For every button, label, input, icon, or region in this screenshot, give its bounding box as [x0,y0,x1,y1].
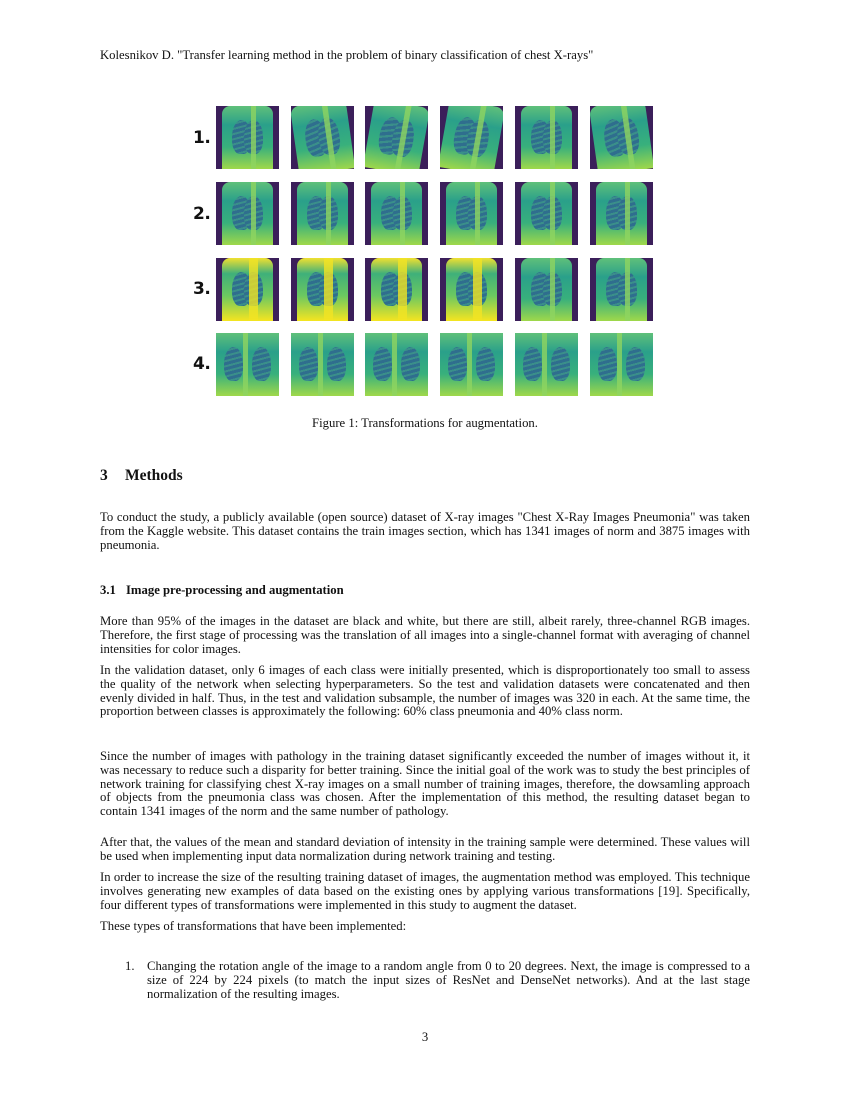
row-label-4: 4. [193,354,211,374]
paragraph: These types of transformations that have been implemented: [100,919,407,933]
paragraph: After that, the values of the mean and standard deviation of intensity in the training sample were determined. These values will be used when implementing input data normalization during network training and testing. [100,835,750,863]
xray-image-tile [365,258,428,321]
xray-image-tile [515,106,578,169]
xray-image-tile [515,333,578,396]
xray-image-tile [216,258,279,321]
transformations-list [125,960,750,1001]
figure-caption: Figure 1: Transformations for augmentation. [312,416,538,430]
xray-image-tile [291,106,354,169]
list-item-text: Changing the rotation angle of the image to a random angle from 0 to 20 degrees. Next, the image is compressed to a size of 224 by 224 pixels (to match the input sizes of ResNet and DenseNet networks). And at the last stage normalization of the resulting images. [147,959,750,1001]
xray-image-tile [590,182,653,245]
xray-image-tile [365,106,428,169]
xray-image-tile [440,182,503,245]
list-marker: 1. [125,959,135,973]
section-title: Methods [125,467,183,484]
xray-image-tile [291,182,354,245]
row-label-3: 3. [193,279,211,299]
section-number: 3 [100,467,108,484]
xray-image-tile [515,258,578,321]
subsection-title: Image pre-processing and augmentation [126,583,344,597]
paragraph: In the validation dataset, only 6 images of each class were initially presented, which is disproportionately too small to assess the quality of the network when selecting hyperparameters. So the test and validation datasets were concatenated and then evenly divided in half. Thus, in the test and validation subsample, the number of images was 320 in each. At the same time, the proportion between classes is approximately the following: 60% class pneumonia and 40% class norm. [100,663,750,719]
list-item [125,960,750,1001]
subsection-heading [100,583,344,598]
xray-image-tile [590,258,653,321]
intro-paragraph: To conduct the study, a publicly available (open source) dataset of X-ray images "Chest X-Ray Images Pneumonia" was taken from the Kaggle website. This dataset contains the train images section, which has 1341 images of norm and 3875 images with pneumonia. [100,510,750,552]
row-label-2: 2. [193,204,211,224]
xray-image-tile [515,182,578,245]
xray-image-tile [365,182,428,245]
xray-image-tile [216,333,279,396]
xray-image-tile [590,106,653,169]
xray-image-tile [365,333,428,396]
xray-image-tile [291,333,354,396]
xray-image-tile [590,333,653,396]
row-label-1: 1. [193,128,211,148]
page-number: 3 [421,1030,429,1044]
subsection-number: 3.1 [100,583,116,597]
running-header: Kolesnikov D. "Transfer learning method in the problem of binary classification of chest X-rays" [100,48,594,62]
paragraph: More than 95% of the images in the dataset are black and white, but there are still, albeit rarely, three-channel RGB images. Therefore, the first stage of processing was the translation of all images into a single-channel format with averaging of channel intensities for color images. [100,614,750,656]
section-heading [100,467,183,485]
xray-image-tile [440,106,503,169]
xray-image-tile [216,106,279,169]
paragraph: Since the number of images with pathology in the training dataset significantly exceeded the number of images without it, it was necessary to reduce such a disparity for better training. Since the initial goal of the work was to study the best principles of network training for classifying chest X-ray images on a small number of training images, therefore, the dowsamling approach of objects from the pneumonia class was chosen. After the implementation of this method, the resulting dataset began to contain 1341 images of the norm and the same number of pathology. [100,749,750,819]
xray-image-tile [440,258,503,321]
xray-image-tile [216,182,279,245]
xray-image-tile [291,258,354,321]
paragraph: In order to increase the size of the resulting training dataset of images, the augmentation method was employed. This technique involves generating new examples of data based on the existing ones by applying various transformations [19]. Specifically, four different types of transformations were implemented in this study to augment the dataset. [100,870,750,912]
xray-image-tile [440,333,503,396]
